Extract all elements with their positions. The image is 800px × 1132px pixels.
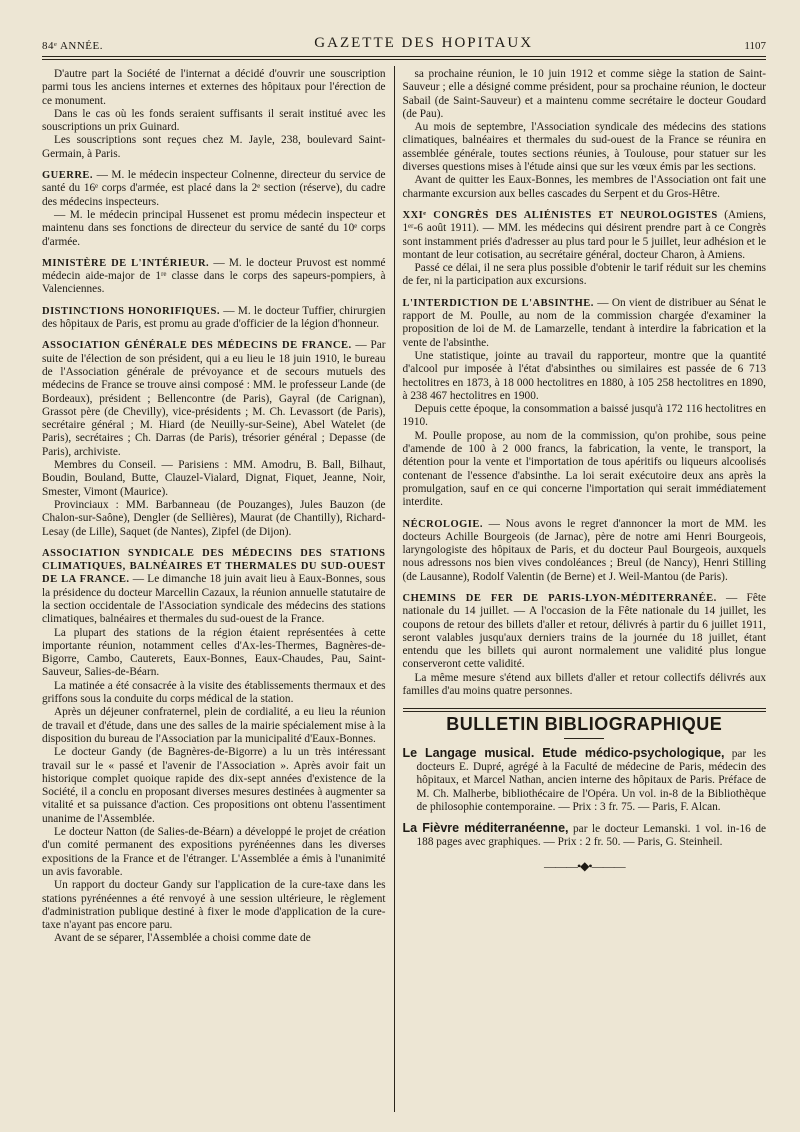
paragraph: Avant de quitter les Eaux-Bonnes, les membres de l'Association ont fait une charmante excursion aux belles cascades du Serpent et du Gros-Hêtre.	[402, 174, 766, 200]
news-section	[403, 592, 766, 698]
header-title: GAZETTE DES HOPITAUX	[314, 35, 534, 51]
bibliography-entry	[403, 822, 766, 850]
paragraph: Avant de se séparer, l'Assemblée a choisi comme date de	[54, 932, 311, 945]
paragraph: Le docteur Gandy (de Bagnères-de-Bigorre) a lu un très intéressant travail sur le « passé et l'avenir de l'Association ». Après avoir fait un historique complet quoique rapide des dix-sept années d'existence de la Société, il a conclu en proposant diverses mesures destinées à augmenter sa vitalité et sa puissance d'action. Ces propositions ont obtenu l'assentiment unanime de l'Assemblée.	[42, 746, 386, 825]
paragraph: M. Poulle propose, au nom de la commission, qu'on prohibe, sous peine d'amende de 100 à 2 000 francs, la fabrication, la vente, le transport, la détention pour la vente et l'importation de tous apéritifs ou liqueurs alcoolisés contenant de l'essence d'absinthe. La loi serait exécutoire deux ans après la promulgation, sauf en ce qui concerne l'importation qui serait immédiatement interdite.	[402, 429, 766, 509]
paragraph: Passé ce délai, il ne sera plus possible d'obtenir le tarif réduit sur les chemins de fer, ni la participation aux excursions.	[402, 262, 766, 288]
section-heading: CHEMINS DE FER DE PARIS-LYON-MÉDITERRANÉE.	[402, 592, 717, 604]
bibliography-list	[403, 747, 766, 850]
paragraph-text: — M. le docteur Pruvost est nommé médecin aide-major de 1ʳᵉ classe dans le corps des sapeurs-pompiers, à Valenciennes.	[42, 256, 386, 296]
bibliography-entry	[403, 747, 766, 814]
book-title: Le Langage musical. Etude médico-psychologique,	[402, 745, 725, 760]
paragraph: La plupart des stations de la région étaient représentées à cette importante réunion, notamment celles d'Ax-les-Thermes, Bagnères-de-Bigorre, Cambo, Cauterets, Eaux-Bonnes, Eaux-Chaudes, Pau, Saint-Sauveur, Salies-de-Béarn.	[42, 626, 386, 679]
paragraph	[42, 547, 386, 627]
paragraph: Dans le cas où les fonds seraient suffisants il serait institué avec les souscriptions un prix Guinard.	[42, 107, 386, 134]
news-section	[42, 339, 386, 538]
section-heading: ASSOCIATION GÉNÉRALE DES MÉDECINS DE FRANCE.	[42, 340, 352, 352]
end-ornament: ———•◆•———	[543, 858, 625, 873]
news-section	[42, 257, 386, 297]
paragraph: Membres du Conseil. — Parisiens : MM. Amodru, B. Ball, Bilhaut, Boudin, Bouland, Butte, Clauzel-Vialard, Dignat, Fiquet, Jeanne, Noir, Smester, Vimont (Maurice).	[42, 459, 386, 498]
section-heading: ASSOCIATION SYNDICALE DES MÉDECINS DES STATIONS CLIMATIQUES, BALNÉAIRES ET THERMALES DU SUD-OUEST DE LA FRANCE.	[42, 547, 386, 586]
book-details: par le docteur Lemanski. 1 vol. in-16 de 188 pages avec graphiques. — Prix : 2 fr. 50. — Paris, G. Steinheil.	[416, 823, 766, 849]
section-heading: L'INTERDICTION DE L'ABSINTHE.	[402, 297, 594, 309]
section-heading: DISTINCTIONS HONORIFIQUES.	[42, 305, 220, 317]
paragraph: Un rapport du docteur Gandy sur l'application de la cure-taxe dans les stations pyrénéennes a été renvoyé à une session ultérieure, le règlement d'administration publique destiné à fixer le mode d'application de la cure-taxe n'ayant pas encore paru.	[42, 879, 386, 932]
header-rule-thin	[42, 59, 766, 60]
paragraph: D'autre part la Société de l'internat a décidé d'ouvrir une souscription parmi tous les anciens internes et externes des hôpitaux pour l'érection de ce monument.	[42, 68, 386, 107]
news-section	[42, 305, 386, 332]
paragraph-text: — Par suite de l'élection de son président, qui a eu lieu le 18 juin 1910, le bureau de l'Association générale de prévoyance et de secours mutuels des médecins de France se trouve ainsi composé : MM. le professeur Lande (de Bordeaux), président ; Bellencontre (de Paris), Gayral (de Carignan), Grassot père (de Chevilly), vice-présidents ; M. Ch. Levassort (de Paris), secrétaire général ; M. Hiard (de Neuilly-sur-Seine), Abel Watelet (de Paris), secrétaires ; Ch. Darras (de Paris), trésorier général ; Depasse (de Paris), archiviste.	[42, 339, 386, 458]
header-rule	[42, 56, 766, 57]
bulletin-small-rule	[564, 738, 604, 739]
section-heading: NÉCROLOGIE.	[402, 518, 483, 530]
header-page-number: 1107	[744, 40, 766, 52]
paragraph: Une statistique, jointe au travail du rapporteur, montre que la quantité d'alcool pur imposée à l'état d'absinthes ou similaires est passée de 6 713 hectolitres en 1873, à 18 000 hectolitres en 1880, à 105 258 hectolitres en 1890, à 238 467 hectolitres en 1900.	[402, 349, 766, 402]
paragraph	[42, 339, 386, 459]
section-heading: MINISTÈRE DE L'INTÉRIEUR.	[42, 257, 210, 269]
page-header	[42, 28, 766, 52]
news-section	[403, 297, 766, 510]
news-section	[403, 209, 766, 289]
paragraph	[42, 257, 386, 297]
paragraph	[403, 592, 766, 672]
paragraph	[42, 169, 386, 209]
paragraph: sa prochaine réunion, le 10 juin 1912 et comme siège la station de Saint-Sauveur ; elle a désigné comme président, pour sa prochaine réunion, le docteur Sabail (de Saint-Sauveur) et a maintenu comme secrétaire le docteur Goudard (de Pau).	[402, 68, 766, 120]
header-year: 84ᵉ ANNÉE.	[42, 40, 103, 52]
paragraph-text: — Fête nationale du 14 juillet. — A l'occasion de la Fête nationale du 14 juillet, les coupons de retour des billets d'aller et retour, délivrés à partir du 6 juillet 1911, seront valables jusqu'aux derniers trains de la journée du 18 juillet, étant entendu que les billets qui auront normalement une validité plus longue conserveront cette validité.	[402, 591, 766, 671]
paragraph: La matinée a été consacrée à la visite des établissements thermaux et des griffons sous la conduite du corps médical de la station.	[42, 679, 386, 706]
news-section	[42, 547, 386, 946]
book-title: La Fièvre méditerranéenne,	[402, 821, 569, 836]
paragraph: Depuis cette époque, la consommation a baissé jusqu'à 172 116 hectolitres en 1910.	[402, 403, 766, 429]
paragraph	[42, 305, 386, 332]
right-sections	[403, 68, 766, 698]
right-column	[395, 66, 766, 1112]
news-section	[42, 169, 386, 249]
paragraph-text: — M. le médecin inspecteur Colnenne, directeur du service de santé du 16ᵉ corps d'armée, est placé dans la 2ᵉ section (réserve), du cadre des médecins inspecteurs.	[42, 169, 386, 208]
paragraph: Le docteur Natton (de Salies-de-Béarn) a développé le projet de création d'un comité permanent des expositions pyrénéennes dans les diverses expositions de la France et de l'étranger. L'Assemblée a émis à l'unanimité un avis favorable.	[42, 826, 386, 878]
paragraph: — M. le médecin principal Hussenet est promu médecin inspecteur et maintenu dans ses fonctions de directeur du service de santé du 10ᵉ corps d'armée.	[42, 208, 386, 248]
bulletin-title: BULLETIN BIBLIOGRAPHIQUE	[446, 714, 723, 735]
paragraph: La même mesure s'étend aux billets d'aller et retour collectifs délivrés aux familles d'au moins quatre personnes.	[402, 671, 766, 698]
book-details: par les docteurs E. Dupré, agrégé à la Faculté de médecine de Paris, médecin des hôpitaux, et Marcel Nathan, ancien interne des hôpitaux de Paris. Préface de M. Ch. Malherbe, bibliothécaire de l'Opéra. Un vol. in-8 de la Bibliothèque de philosophie contemporaine. — Prix : 3 fr. 75. — Paris, F. Alcan.	[416, 747, 766, 813]
paragraph	[403, 518, 766, 584]
bulletin-rule-thin	[403, 711, 766, 712]
paragraph-text: — Le dimanche 18 juin avait lieu à Eaux-Bonnes, sous la présidence du docteur Marcellin Cazaux, la réunion annuelle statutaire de la section occidentale de l'Association syndicale des médecins des stations climatiques, balnéaires et thermales du sud-ouest de la France.	[42, 573, 386, 626]
news-section	[403, 518, 766, 584]
paragraph: Provinciaux : MM. Barbanneau (de Pouzanges), Jules Bauzon (de Chalon-sur-Saône), Dengler (de Sellières), Maurat (de Chantilly), Richard-Lesay (de Lille), Saquet (de Nantes), Zipfel (de Dijon).	[42, 498, 386, 538]
paragraph	[403, 209, 766, 262]
news-section	[403, 68, 766, 201]
paragraph	[403, 297, 766, 350]
paragraph: Les souscriptions sont reçues chez M. Jayle, 238, boulevard Saint-Germain, à Paris.	[42, 134, 386, 160]
paragraph-text: (Amiens, 1ᵉʳ-6 août 1911). — MM. les médecins qui désirent prendre part à ce Congrès sont instamment priés d'adresser au plus tard pour le 5 juillet, leur adhésion et le montant de leur cotisation, au secrétaire général, docteur Charon, à Amiens.	[402, 208, 766, 261]
news-section	[42, 68, 386, 161]
paragraph: Après un déjeuner confraternel, plein de cordialité, a eu lieu la réunion de travail et d'étude, dans une des salles de la mairie spécialement mise à la disposition du bureau de l'Association par la municipalité d'Eaux-Bonnes.	[42, 706, 386, 745]
paragraph-text: — Nous avons le regret d'annoncer la mort de MM. les docteurs Achille Bourgeois (de Jarnac), père de notre ami Henri Bourgeois, laryngologiste des hôpitaux de Paris, et du docteur Paul Bourgeois, auxquels nous adressons nos bien vives condoléances ; Breul (de Nancy), Henri Stilling (de Lausanne), Rodolf Valentin (de Berne) et J. Weil-Mantou (de Paris).	[402, 517, 766, 583]
paragraph-text: — On vient de distribuer au Sénat le rapport de M. Poulle, au nom de la commission chargée d'examiner la proposition de loi de M. de Lamarzelle, tendant à interdire la fabrication et la vente de l'absinthe.	[402, 296, 766, 349]
bulletin-rule	[403, 708, 766, 709]
left-column	[42, 66, 394, 1112]
columns	[42, 66, 766, 1112]
section-heading: GUERRE.	[42, 170, 94, 182]
paragraph: Au mois de septembre, l'Association syndicale des médecins des stations climatiques, balnéaires et thermales du sud-ouest de la France se réunira en assemblée générale, toutes sections réunies, à Toulouse, pour statuer sur les diverses questions mises à l'étude ainsi que sur les vœux émis par les sections.	[402, 121, 766, 174]
paragraph-text: — M. le docteur Tuffier, chirurgien des hôpitaux de Paris, est promu au grade d'officier de la légion d'honneur.	[42, 304, 386, 331]
section-heading: XXIᵉ CONGRÈS DES ALIÉNISTES ET NEUROLOGISTES	[402, 209, 718, 221]
